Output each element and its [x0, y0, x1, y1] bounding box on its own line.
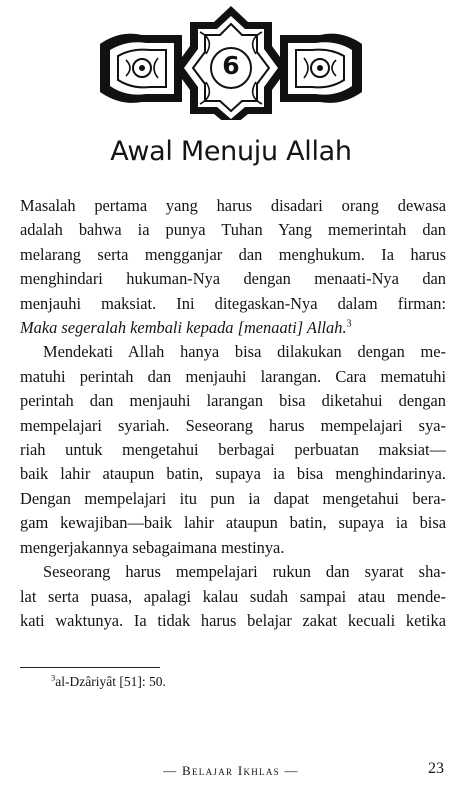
chapter-body — [20, 194, 446, 633]
quran-quote-line — [20, 316, 446, 340]
text-line: mempelajari syariah. Seseorang harus mempelajari sya- — [20, 415, 446, 435]
text-line: Seseorang harus mempelajari rukun dan syarat sha- — [43, 562, 446, 582]
text-line: menghindari hukuman-Nya dengan menaati-Nya dan — [20, 269, 446, 289]
text-line: Masalah pertama yang harus disadari orang dewasa — [20, 196, 446, 215]
quran-quote: Maka segeralah kembali kepada [menaati] Allah. — [20, 318, 347, 338]
text-line: gam kewajiban—baik lahir ataupun batin, supaya ia bisa — [20, 513, 446, 533]
paragraph-2 — [20, 340, 446, 560]
paragraph-3 — [20, 560, 446, 633]
text-line: menjauhi maksiat. Ini ditegaskan-Nya dalam firman: — [20, 293, 446, 313]
text-line: riah untuk mengetahui berbagai perbuatan maksiat— — [20, 440, 446, 460]
paragraph-1 — [20, 194, 446, 340]
text-line: adalah bahwa ia punya Tuhan Yang memerintah dan — [20, 220, 446, 240]
text-line: melarang serta mengganjar dan menghukum. Ia harus — [20, 244, 446, 264]
text-line: perintah dan menjauhi larangan bisa diketahui dengan — [20, 391, 446, 411]
chapter-number: 6 — [222, 51, 240, 80]
text-line: baik lahir ataupun batin, supaya ia bisa menghindarinya. — [20, 464, 446, 484]
footnote-reference[interactable]: 3 — [346, 318, 352, 330]
text-line: Mendekati Allah hanya bisa dilakukan dengan me- — [43, 342, 446, 362]
text-line: matuhi perintah dan menjauhi larangan. Cara mematuhi — [20, 366, 446, 386]
text-line: mengerjakannya sebagaimana mestinya. — [20, 537, 285, 557]
footnote-mark: 3 — [51, 672, 56, 683]
footnote-text: al-Dzâriyât [51]: 50. — [55, 674, 166, 689]
running-footer-title: — Belajar Ikhlas — — [163, 763, 299, 778]
text-line: lat serta puasa, apalagi kalau sudah sampai atau mende- — [20, 586, 446, 606]
chapter-title: Awal Menuju Allah — [110, 136, 352, 167]
page-number: 23 — [428, 760, 444, 777]
text-line: kati waktunya. Ia tidak harus belajar zakat kecuali ketika — [20, 610, 446, 630]
text-line: Dengan mempelajari itu pun ia dapat mengetahui bera- — [20, 488, 446, 508]
footnote — [51, 674, 166, 690]
footnote-divider — [20, 667, 160, 668]
